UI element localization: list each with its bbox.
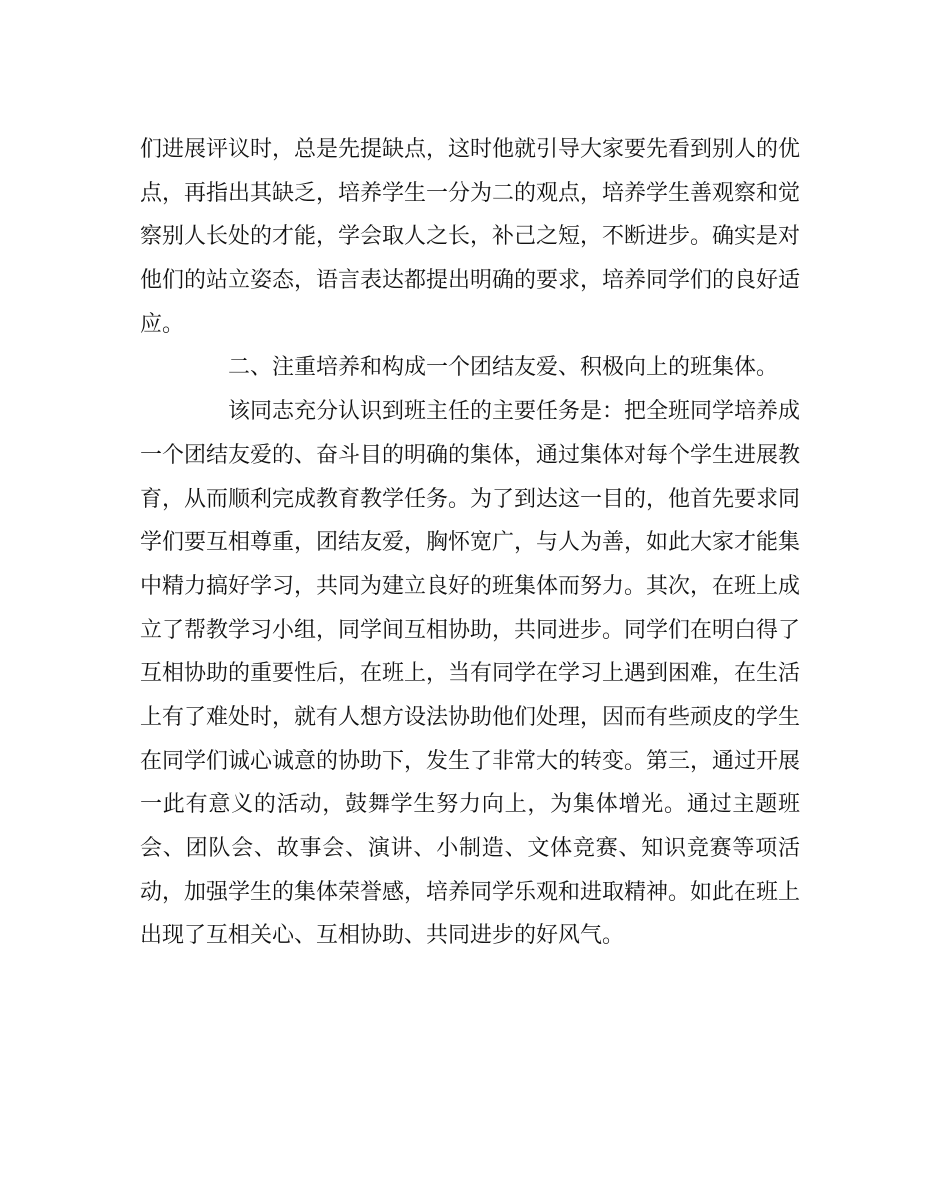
text-line: 育，从而顺利完成教育教学任务。为了到达这一目的，他首先要求同 [140,486,800,512]
text-line: 点，再指出其缺乏，培养学生一分为二的观点，培养学生善观察和觉 [140,180,800,206]
text-line: 动，加强学生的集体荣誉感，培养同学乐观和进取精神。如此在班上 [140,879,800,905]
text-line: 一个团结友爱的、奋斗目的明确的集体，通过集体对每个学生进展教 [140,442,800,468]
text-line: 互相协助的重要性后，在班上，当有同学在学习上遇到困难，在生活 [140,661,800,687]
text-line: 上有了难处时，就有人想方设法协助他们处理，因而有些顽皮的学生 [140,704,800,730]
text-line: 一此有意义的活动，鼓舞学生努力向上，为集体增光。通过主题班 [140,792,800,818]
text-line: 他们的站立姿态，语言表达都提出明确的要求，培养同学们的良好适 [140,268,800,294]
body-text [140,128,800,958]
text-line: 应。 [140,311,185,337]
text-line: 们进展评议时，总是先提缺点，这时他就引导大家要先看到别人的优 [140,137,800,162]
text-line: 察别人长处的才能，学会取人之长，补己之短，不断进步。确实是对 [140,224,800,250]
text-line: 出现了互相关心、互相协助、共同进步的好风气。 [140,923,625,949]
section-heading: 二、注重培养和构成一个团结友爱、积极向上的班集体。 [228,355,779,381]
text-line: 中精力搞好学习，共同为建立良好的班集体而努力。其次，在班上成 [140,573,800,599]
text-line: 立了帮教学习小组，同学间互相协助，共同进步。同学们在明白得了 [140,617,800,643]
text-line: 该同志充分认识到班主任的主要任务是：把全班同学培养成 [228,399,800,425]
text-line: 会、团队会、故事会、演讲、小制造、文体竞赛、知识竞赛等项活 [140,836,800,861]
text-line: 在同学们诚心诚意的协助下，发生了非常大的转变。第三，通过开展 [140,748,800,774]
text-line: 学们要互相尊重，团结友爱，胸怀宽广，与人为善，如此大家才能集 [140,530,800,556]
